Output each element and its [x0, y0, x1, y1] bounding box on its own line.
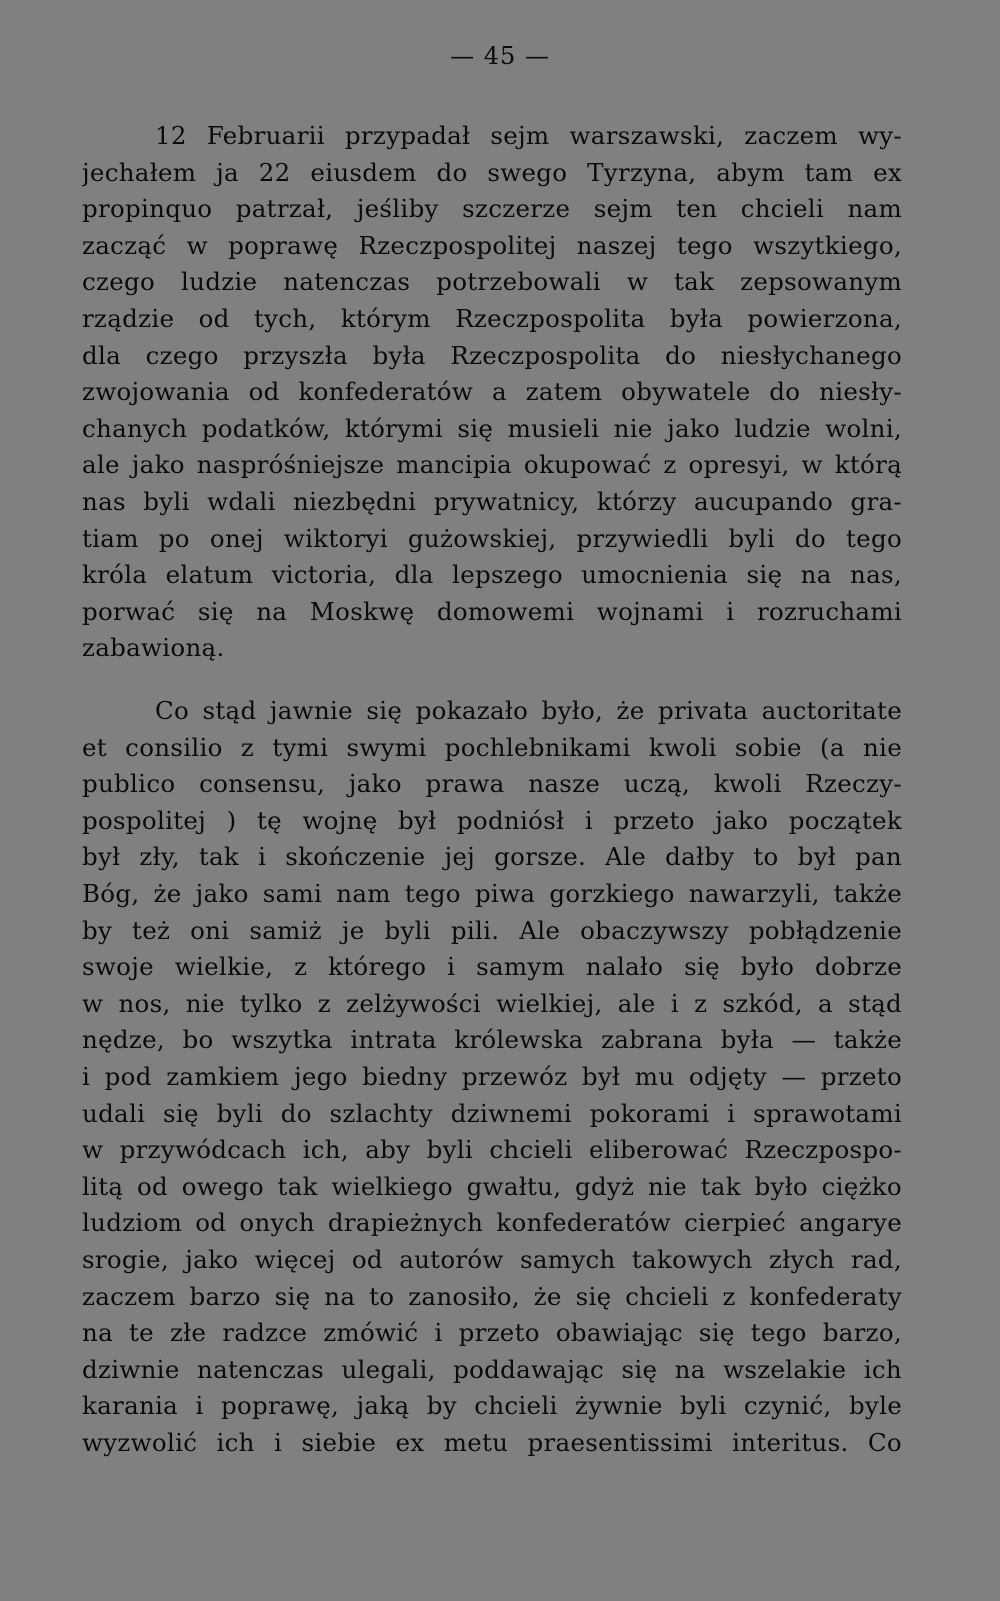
text-line: Bóg, że jako sami nam tego piwa gorzkiego nawarzyli, także — [82, 878, 902, 908]
text-line: ale jako naspróśniejsze mancipia okupować z opresyi, w którą — [82, 450, 902, 480]
text-line: na te złe radzce zmówić i przeto obawiając się tego barzo, — [82, 1318, 902, 1348]
text-line: czego ludzie natenczas potrzebowali w tak zepsowanym — [82, 267, 902, 297]
text-line: jechałem ja 22 eiusdem do swego Tyrzyna, abym tam ex — [82, 157, 902, 187]
text-line: srogie, jako więcej od autorów samych takowych złych rad, — [82, 1244, 902, 1274]
text-line: Co stąd jawnie się pokazało było, że privata auctoritate — [155, 696, 902, 725]
text-line: zwojowania od konfederatów a zatem obywatele do niesły- — [82, 377, 902, 407]
text-line: tiam po onej wiktoryi gużowskiej, przywiedli byli do tego — [82, 523, 902, 553]
text-line: chanych podatków, którymi się musieli nie jako ludzie wolni, — [82, 413, 902, 443]
text-line: dla czego przyszła była Rzeczpospolita do niesłychanego — [82, 340, 902, 370]
text-line: i pod zamkiem jego biedny przewóz był mu odjęty — przeto — [82, 1061, 902, 1091]
text-line: zacząć w poprawę Rzeczpospolitej naszej tego wszytkiego, — [82, 230, 902, 260]
text-line: rządzie od tych, którym Rzeczpospolita była powierzona, — [82, 303, 902, 333]
text-line: dziwnie natenczas ulegali, poddawając się na wszelakie ich — [82, 1354, 902, 1384]
text-line: publico consensu, jako prawa nasze uczą, kwoli Rzeczy- — [82, 769, 902, 799]
text-line: wyzwolić ich i siebie ex metu praesentissimi interitus. Co — [82, 1427, 902, 1457]
page-number: — 45 — — [450, 42, 550, 70]
text-line: udali się byli do szlachty dziwnemi pokorami i sprawotami — [82, 1098, 902, 1128]
text-line: porwać się na Moskwę domowemi wojnami i rozruchami — [82, 596, 902, 626]
text-line: 12 Februarii przypadał sejm warszawski, zaczem wy- — [155, 121, 902, 150]
paragraph-1 — [82, 118, 902, 667]
text-line: nas byli wdali niezbędni prywatnicy, którzy aucupando gra- — [82, 486, 902, 516]
text-line: litą od owego tak wielkiego gwałtu, gdyż nie tak było ciężko — [82, 1171, 902, 1201]
text-line: swoje wielkie, z którego i samym nalało się było dobrze — [82, 952, 902, 982]
text-line: propinquo patrzał, jeśliby szczerze sejm ten chcieli nam — [82, 194, 902, 224]
text-line: w przywódcach ich, aby byli chcieli eliberować Rzeczpospo- — [82, 1135, 902, 1165]
text-line: był zły, tak i skończenie jej gorsze. Ale dałby to był pan — [82, 842, 902, 872]
text-line: zaczem barzo się na to zanosiło, że się chcieli z konfederaty — [82, 1281, 902, 1311]
text-line: ludziom od onych drapieżnych konfederatów cierpieć angarye — [82, 1208, 902, 1238]
paragraph-2 — [82, 693, 902, 1461]
text-line: karania i poprawę, jaką by chcieli żywnie byli czynić, byle — [82, 1391, 902, 1421]
text-line: nędze, bo wszytka intrata królewska zabrana była — także — [82, 1025, 902, 1055]
text-line: et consilio z tymi swymi pochlebnikami kwoli sobie (a nie — [82, 732, 902, 762]
text-line: w nos, nie tylko z zelżywości wielkiej, ale i z szkód, a stąd — [82, 988, 902, 1018]
text-line: by też oni samiż je byli pili. Ale obaczywszy pobłądzenie — [82, 915, 902, 945]
text-line: zabawioną. — [82, 633, 225, 663]
text-line: pospolitej ) tę wojnę był podniósł i przeto jako początek — [82, 805, 902, 835]
text-line: króla elatum victoria, dla lepszego umocnienia się na nas, — [82, 560, 902, 590]
